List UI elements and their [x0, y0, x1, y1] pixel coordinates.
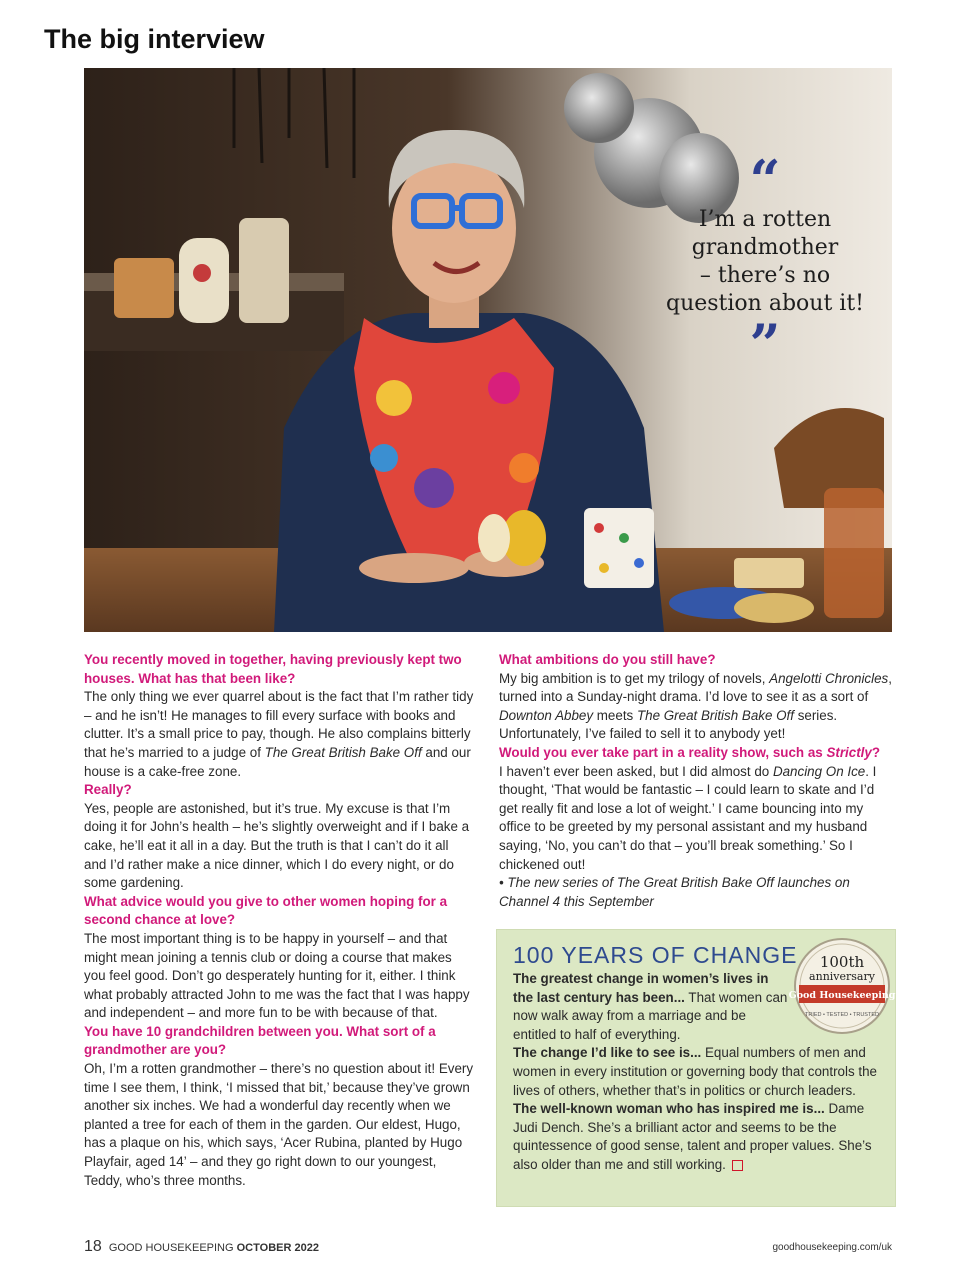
sidebar-item: The greatest change in women’s lives in the last century has been... That women can now walk away from a marriage and be entitled to half of everything. [513, 971, 788, 1042]
page-number: 18 [84, 1238, 102, 1255]
seal-line2: anniversary [809, 970, 875, 983]
seal-brand: Good Housekeeping [788, 990, 896, 1001]
question: You have 10 grandchildren between you. What sort of a grandmother are you? [84, 1023, 436, 1058]
portrait-photo [84, 68, 892, 632]
sidebar-item: The well-known woman who has inspired me is... Dame Judi Dench. She’s a brilliant actor and seems to be the quintessence of good sense, talent and proper values. She’s also older than me and still working. [513, 1101, 872, 1172]
close-quote-icon: ” [749, 312, 781, 376]
seal-line1: 100th [819, 953, 865, 971]
footer-website: goodhousekeeping.com/uk [772, 1242, 892, 1253]
interview-column-right [499, 651, 895, 911]
seal-tagline: TRIED • TESTED • TRUSTED [805, 1012, 879, 1018]
question: Would you ever take part in a reality show, such as Strictly? [499, 744, 881, 760]
pull-quote-text: I’m a rotten grandmother – there’s no question about it! [665, 207, 864, 316]
pull-quote [660, 148, 870, 376]
answer: Yes, people are astonished, but it’s true. My excuse is that I’m doing it for John’s health – he’s slightly overweight and if I bake a cake, he’ll eat it all in a day. But the truth is that I can’t do it all and I’d rather make a nice dinner, which I do every night, or do some gardening. [84, 800, 470, 891]
issue-date: OCTOBER 2022 [236, 1242, 319, 1254]
answer: The only thing we ever quarrel about is the fact that I’m rather tidy – and he isn’t! He manages to fill every surface with books and clutter. It’s a small price to pay, though. He also complains bitterly that he’s married to a judge of The Great British Bake Off and our house is a cake-free zone. [84, 689, 474, 779]
question: What advice would you give to other women hoping for a second chance at love? [84, 893, 448, 928]
sidebar-box [496, 929, 896, 1207]
show-caption: • The new series of The Great British Bake Off launches on Channel 4 this September [499, 875, 850, 909]
answer: Oh, I’m a rotten grandmother – there’s no question about it! Every time I see them, I think, ‘I missed that bit,’ because they’ve grown another six inches. We had a wonderful day recently when we planted a tree for each of them in the garden. Our eldest, Hugo, has a plaque on his, which says, ‘Acer Rubina, planted by Hugo Playfair, aged 14’ – and they go right down to our youngest, Teddy, who’s three months. [84, 1061, 474, 1188]
question: You recently moved in together, having previously kept two houses. What has that been like? [84, 652, 462, 686]
question: What ambitions do you still have? [499, 652, 716, 667]
end-mark-icon [732, 1160, 743, 1171]
section-title: The big interview [44, 24, 265, 54]
answer: The most important thing is to be happy in yourself – and that might mean joining a tennis club or doing a course that makes you feel good. Don’t go desperately hunting for it, either. I think what probably attracted John to me was the fact that I was happy and independent – and more fun to be with because of that. [84, 930, 470, 1021]
answer: I haven’t ever been asked, but I did almost do Dancing On Ice. I thought, ‘That would be fantastic – I could learn to skate and I’d get really fit and lose a lot of weight.’ I came bouncing into my office to be greeted by my personal assistant and my husband saying, ‘No, you can’t do that – you’ll break something.’ So I chickened out! [499, 763, 877, 872]
open-quote-icon: “ [749, 148, 781, 212]
interview-column-left [84, 651, 474, 1190]
sidebar-item: The change I’d like to see is... Equal numbers of men and women in every institution or governing body that controls the lives of others, whether that’s in politics or church leaders. [513, 1045, 877, 1098]
answer: My big ambition is to get my trilogy of novels, Angelotti Chronicles, turned into a Sunday-night drama. I’d love to see it as a sort of Downton Abbey meets The Great British Bake Off series. Unfortunately, I’ve failed to sell it to anybody yet! [499, 670, 892, 742]
footer-left [84, 1238, 319, 1256]
question: Really? [84, 782, 132, 798]
anniversary-seal-icon [787, 936, 897, 1036]
sidebar-title: 100 YEARS OF CHANGE [513, 942, 798, 968]
publication-name: GOOD HOUSEKEEPING [108, 1242, 234, 1254]
